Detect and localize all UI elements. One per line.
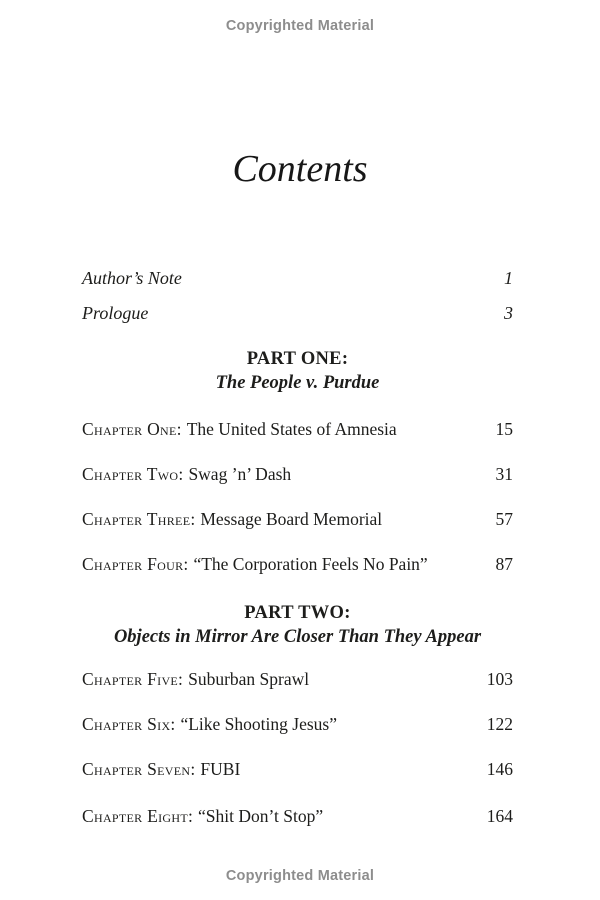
chapter-prefix: Chapter Four: bbox=[82, 554, 189, 574]
page-title: Contents bbox=[232, 148, 368, 190]
toc-entry-chapter-six bbox=[82, 712, 513, 736]
chapter-title: Suburban Sprawl bbox=[188, 669, 310, 689]
chapter-prefix: Chapter Three: bbox=[82, 509, 196, 529]
part-two-subtitle: Objects in Mirror Are Closer Than They Appear bbox=[113, 627, 482, 647]
toc-entry-page-number: 15 bbox=[495, 419, 513, 439]
chapter-title: Swag ’n’ Dash bbox=[188, 464, 292, 484]
chapter-title: “Shit Don’t Stop” bbox=[198, 806, 324, 826]
toc-entry-page-number: 164 bbox=[486, 806, 513, 826]
toc-entry-page-number: 122 bbox=[486, 714, 513, 734]
table-of-contents bbox=[82, 0, 513, 900]
copyright-watermark-top: Copyrighted Material bbox=[225, 18, 375, 34]
toc-entry-page-number: 31 bbox=[495, 464, 513, 484]
chapter-title: “The Corporation Feels No Pain” bbox=[193, 554, 428, 574]
chapter-prefix: Chapter Six: bbox=[82, 714, 176, 734]
part-two-heading: PART TWO: bbox=[244, 603, 351, 623]
toc-entry-chapter-four bbox=[82, 552, 513, 576]
toc-entry-label: Author’s Note bbox=[82, 268, 182, 288]
toc-entry-chapter-five bbox=[82, 667, 513, 691]
chapter-title: FUBI bbox=[200, 759, 241, 779]
toc-entry-authors-note bbox=[82, 266, 513, 290]
toc-entry-label: Prologue bbox=[82, 303, 149, 323]
toc-entry-label bbox=[82, 507, 382, 531]
toc-entry-page-number: 1 bbox=[504, 268, 513, 288]
toc-entry-chapter-eight bbox=[82, 804, 513, 828]
chapter-title: “Like Shooting Jesus” bbox=[180, 714, 337, 734]
chapter-title: The United States of Amnesia bbox=[186, 419, 397, 439]
toc-entry-chapter-seven bbox=[82, 757, 513, 781]
toc-entry-label bbox=[82, 552, 428, 576]
chapter-prefix: Chapter Seven: bbox=[82, 759, 196, 779]
copyright-watermark-bottom: Copyrighted Material bbox=[225, 868, 375, 884]
toc-entry-label bbox=[82, 462, 291, 486]
toc-entry-label bbox=[82, 417, 397, 441]
toc-entry-page-number: 87 bbox=[495, 554, 513, 574]
toc-entry-chapter-two bbox=[82, 462, 513, 486]
chapter-prefix: Chapter Five: bbox=[82, 669, 184, 689]
chapter-title: Message Board Memorial bbox=[200, 509, 383, 529]
toc-entry-prologue bbox=[82, 301, 513, 325]
toc-entry-label bbox=[82, 667, 309, 691]
toc-entry-page-number: 3 bbox=[504, 303, 513, 323]
toc-entry-label bbox=[82, 757, 240, 781]
chapter-prefix: Chapter Two: bbox=[82, 464, 184, 484]
part-one-heading: PART ONE: bbox=[246, 349, 349, 369]
toc-entry-page-number: 57 bbox=[495, 509, 513, 529]
part-one-subtitle: The People v. Purdue bbox=[215, 373, 380, 393]
toc-entry-page-number: 103 bbox=[486, 669, 513, 689]
toc-entry-chapter-three bbox=[82, 507, 513, 531]
toc-entry-chapter-one bbox=[82, 417, 513, 441]
chapter-prefix: Chapter One: bbox=[82, 419, 182, 439]
toc-entry-label bbox=[82, 712, 337, 736]
chapter-prefix: Chapter Eight: bbox=[82, 806, 194, 826]
toc-entry-label bbox=[82, 804, 323, 828]
toc-entry-page-number: 146 bbox=[486, 759, 513, 779]
